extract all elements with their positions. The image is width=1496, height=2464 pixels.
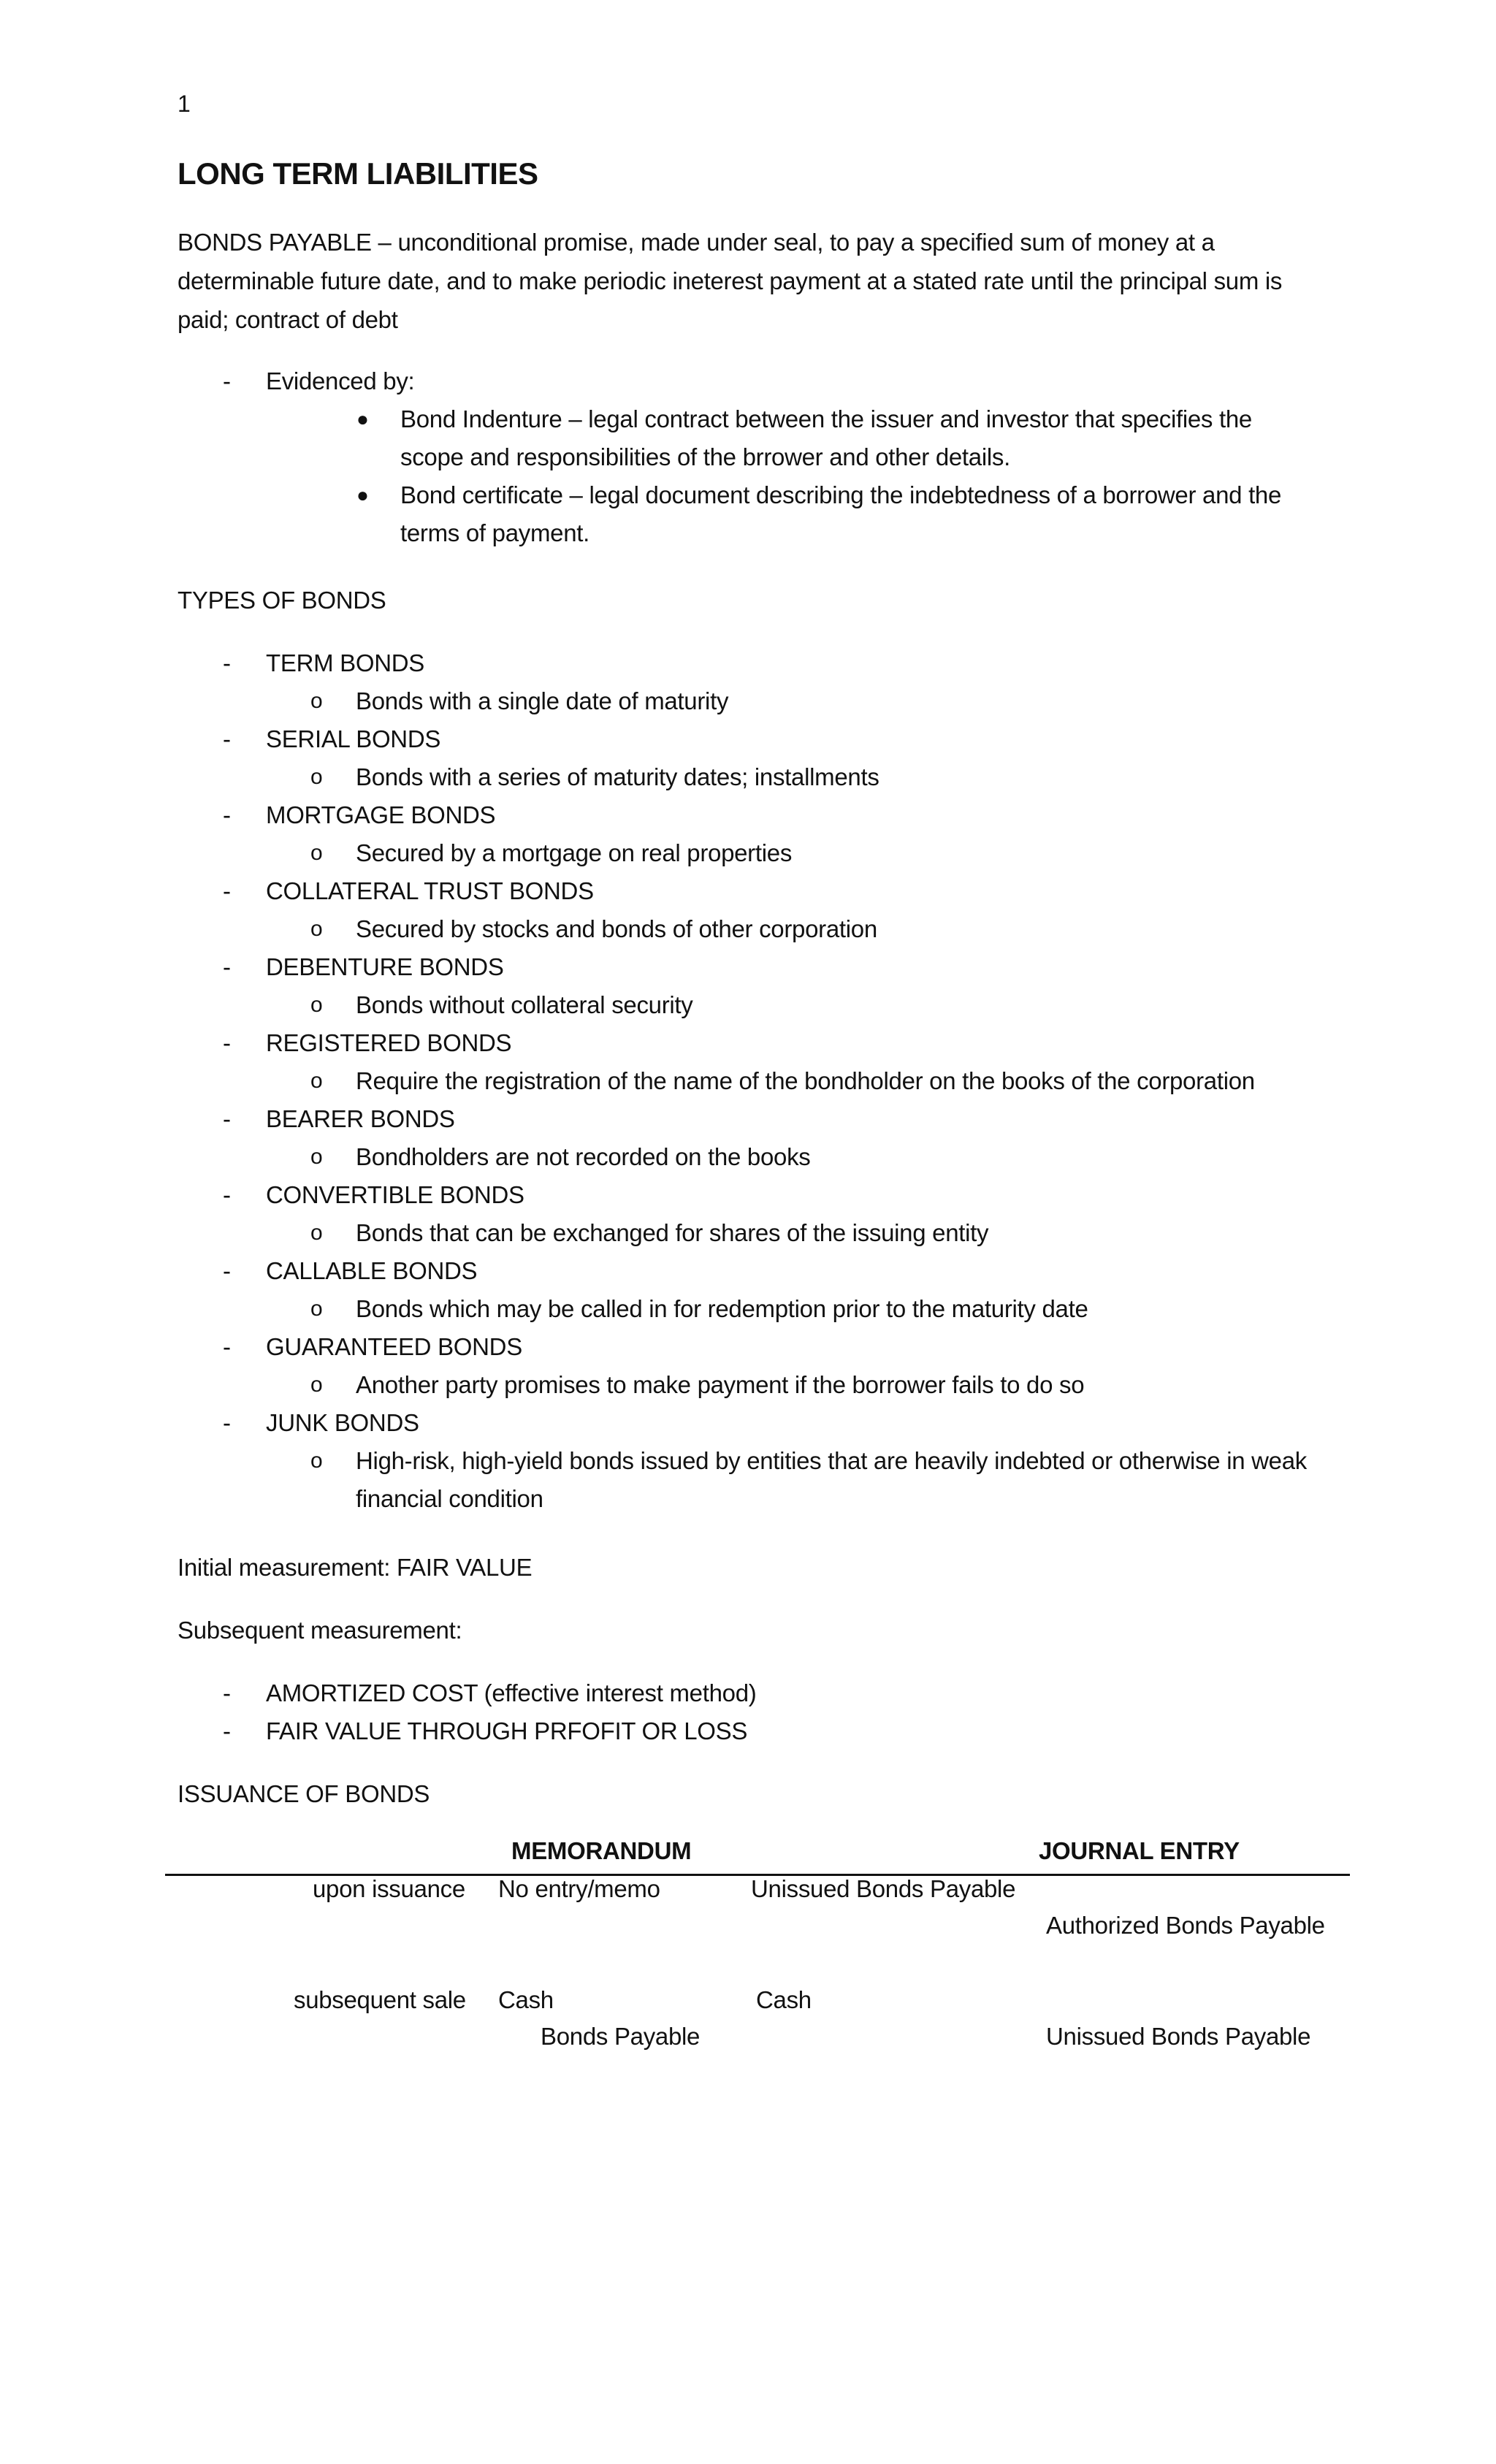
bond-type-description: [0, 1290, 1496, 1328]
circle-bullet-icon: o: [310, 689, 323, 713]
subsequent-measurement-label: Subsequent measurement:: [178, 1617, 462, 1644]
bond-type-description: [0, 910, 1496, 948]
dash-marker: -: [223, 1717, 231, 1744]
issuance-of-bonds-heading: ISSUANCE OF BONDS: [178, 1780, 430, 1807]
bond-type-label: GUARANTEED BONDS: [266, 1333, 522, 1360]
evidence-text: Bond certificate – legal document describing the indebtedness of a borrower and the terms of payment.: [400, 481, 1282, 546]
circle-bullet-icon: o: [310, 1297, 323, 1321]
dash-marker: -: [223, 1105, 231, 1132]
bond-type-label: REGISTERED BONDS: [266, 1029, 512, 1056]
bond-type-name: [0, 1404, 1496, 1442]
dash-marker: -: [223, 367, 231, 394]
bullet-icon: ●: [356, 408, 369, 430]
table-header-rule: [165, 1874, 1350, 1876]
memo-debit-cell: No entry/memo: [498, 1875, 660, 1902]
bond-type-desc: High-risk, high-yield bonds issued by entities that are heavily indebted or otherwise in weak financial condition: [356, 1447, 1307, 1512]
journal-credit-cell: Unissued Bonds Payable: [1046, 2023, 1311, 2050]
initial-measurement: Initial measurement: FAIR VALUE: [178, 1554, 533, 1581]
bond-type-description: [0, 1062, 1496, 1100]
bond-type-name: [0, 796, 1496, 834]
bond-type-label: MORTGAGE BONDS: [266, 801, 496, 828]
bond-type-desc: Bonds which may be called in for redemption prior to the maturity date: [356, 1295, 1088, 1322]
bond-type-label: DEBENTURE BONDS: [266, 953, 504, 980]
bond-type-name: [0, 1100, 1496, 1138]
circle-bullet-icon: o: [310, 765, 323, 789]
bond-type-desc: Secured by stocks and bonds of other corporation: [356, 915, 877, 942]
bond-type-name: [0, 1328, 1496, 1366]
evidence-bond-indenture: [0, 400, 1496, 476]
circle-bullet-icon: o: [310, 1449, 323, 1473]
bond-type-label: CALLABLE BONDS: [266, 1257, 478, 1284]
page-title: LONG TERM LIABILITIES: [178, 156, 538, 191]
circle-bullet-icon: o: [310, 1221, 323, 1245]
bond-type-description: [0, 1442, 1496, 1518]
bond-type-desc: Another party promises to make payment if the borrower fails to do so: [356, 1371, 1085, 1398]
page-number: 1: [178, 91, 191, 117]
evidence-text: Bond Indenture – legal contract between the issuer and investor that specifies the scope and responsibilities of the brrower and other details.: [400, 405, 1252, 470]
bullet-icon: ●: [356, 484, 369, 506]
bond-type-name: [0, 1024, 1496, 1062]
bond-type-description: [0, 682, 1496, 720]
evidenced-by-item: [0, 362, 1496, 400]
circle-bullet-icon: o: [310, 1069, 323, 1093]
journal-entry-header: JOURNAL ENTRY: [1039, 1837, 1240, 1864]
dash-marker: -: [223, 1257, 231, 1284]
bond-type-desc: Require the registration of the name of the bondholder on the books of the corporation: [356, 1067, 1255, 1094]
bond-type-name: [0, 948, 1496, 986]
dash-marker: -: [223, 1181, 231, 1208]
evidenced-by-section: [0, 362, 1496, 552]
journal-debit-cell: Cash: [756, 1986, 812, 2013]
evidenced-by-label: Evidenced by:: [266, 367, 415, 394]
bond-type-desc: Bonds that can be exchanged for shares of the issuing entity: [356, 1219, 989, 1246]
types-of-bonds-heading: TYPES OF BONDS: [178, 587, 386, 614]
bond-type-label: SERIAL BONDS: [266, 725, 441, 752]
bond-type-description: [0, 986, 1496, 1024]
bond-type-description: [0, 1214, 1496, 1252]
bond-type-name: [0, 1176, 1496, 1214]
journal-debit-cell: Unissued Bonds Payable: [751, 1875, 1016, 1902]
circle-bullet-icon: o: [310, 1145, 323, 1169]
bond-type-name: [0, 872, 1496, 910]
circle-bullet-icon: o: [310, 1373, 323, 1397]
circle-bullet-icon: o: [310, 993, 323, 1017]
memo-credit-cell: Bonds Payable: [541, 2023, 701, 2050]
dash-marker: -: [223, 1029, 231, 1056]
row-label-subsequent-sale: subsequent sale: [294, 1986, 466, 2013]
measurement-item: [0, 1674, 1496, 1712]
measurement-text: FAIR VALUE THROUGH PRFOFIT OR LOSS: [266, 1717, 748, 1744]
dash-marker: -: [223, 877, 231, 904]
row-label-upon-issuance: upon issuance: [313, 1875, 465, 1902]
bond-type-description: [0, 758, 1496, 796]
bonds-payable-definition: BONDS PAYABLE – unconditional promise, made under seal, to pay a specified sum of money at a determinable future date, and to make periodic ineterest payment at a stated rate until the principal sum is paid; contract of debt: [178, 229, 1283, 333]
circle-bullet-icon: o: [310, 917, 323, 941]
measurement-item: [0, 1712, 1496, 1750]
bond-type-description: [0, 834, 1496, 872]
bond-type-label: JUNK BONDS: [266, 1409, 419, 1436]
dash-marker: -: [223, 1333, 231, 1360]
bond-type-desc: Bonds with a single date of maturity: [356, 687, 729, 714]
dash-marker: -: [223, 649, 231, 676]
bond-type-label: TERM BONDS: [266, 649, 425, 676]
bond-type-description: [0, 1138, 1496, 1176]
dash-marker: -: [223, 1409, 231, 1436]
bond-type-label: CONVERTIBLE BONDS: [266, 1181, 524, 1208]
journal-credit-cell: Authorized Bonds Payable: [1046, 1912, 1325, 1939]
subsequent-measurement-list: [0, 1674, 1496, 1750]
memorandum-header: MEMORANDUM: [511, 1837, 692, 1864]
bond-type-label: BEARER BONDS: [266, 1105, 455, 1132]
bond-type-name: [0, 1252, 1496, 1290]
evidence-bond-certificate: [0, 476, 1496, 552]
dash-marker: -: [223, 801, 231, 828]
bond-type-label: COLLATERAL TRUST BONDS: [266, 877, 594, 904]
circle-bullet-icon: o: [310, 841, 323, 865]
bond-type-name: [0, 644, 1496, 682]
bond-type-desc: Bonds without collateral security: [356, 991, 693, 1018]
dash-marker: -: [223, 953, 231, 980]
bond-types-list: [0, 644, 1496, 1518]
dash-marker: -: [223, 725, 231, 752]
bond-type-desc: Bonds with a series of maturity dates; installments: [356, 763, 879, 790]
bond-type-name: [0, 720, 1496, 758]
dash-marker: -: [223, 1679, 231, 1706]
bond-type-desc: Bondholders are not recorded on the books: [356, 1143, 811, 1170]
bond-type-description: [0, 1366, 1496, 1404]
issuance-table: [0, 1826, 1496, 2089]
memo-debit-cell: Cash: [498, 1986, 554, 2013]
bond-type-desc: Secured by a mortgage on real properties: [356, 839, 793, 866]
measurement-text: AMORTIZED COST (effective interest method): [266, 1679, 757, 1706]
